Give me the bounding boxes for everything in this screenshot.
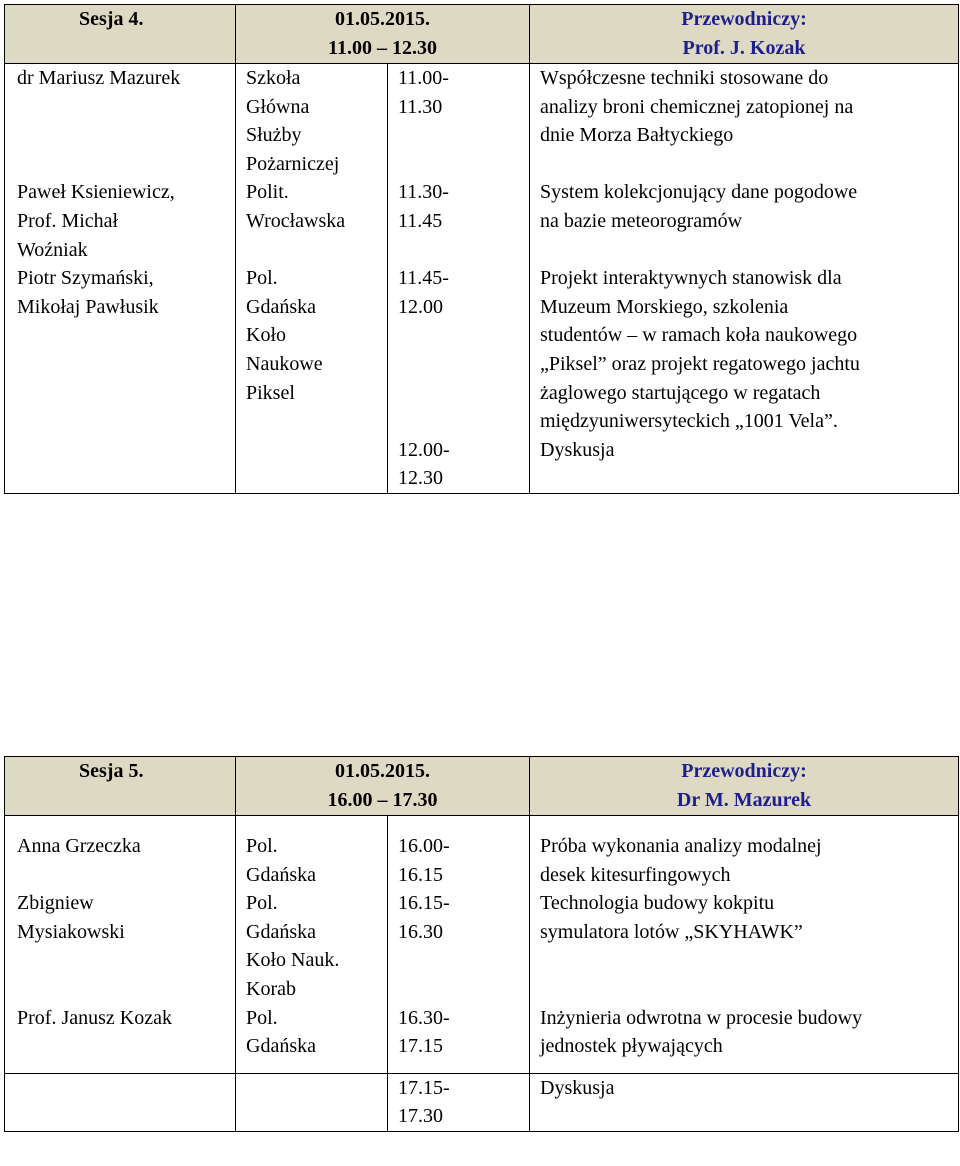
speaker-cell [5,178,236,264]
speaker-cell [5,889,236,1003]
speaker-line: dr Mariusz Mazurek [17,67,181,89]
session-5-datetime-cell [236,757,530,816]
org-line: Pol. [246,835,278,857]
topic-cell [530,178,959,264]
topic-line: desek kitesurfingowych [540,863,731,886]
session-5-chair-cell [530,757,959,816]
org-line: Korab [246,977,296,1000]
time-line: 11.45 [398,209,443,232]
time-cell [388,436,530,494]
topic-cell [530,816,959,890]
chair-label: Przewodniczy: [681,760,807,782]
topic-line: Próba wykonania analizy modalnej [540,835,822,857]
time-line: 16.00- [398,835,450,857]
time-cell [388,264,530,436]
org-cell [236,1073,388,1131]
topic-cell [530,1073,959,1131]
topic-line: symulatora lotów „SKYHAWK” [540,920,803,943]
topic-line: Muzeum Morskiego, szkolenia [540,295,789,318]
org-line: Wrocławska [246,209,346,232]
org-line: Gdańska [246,295,316,318]
topic-line: Inżynieria odwrotna w procesie budowy [540,1006,863,1029]
org-line: Gdańska [246,863,316,886]
table-row [5,64,959,179]
topic-line: jednostek pływających [540,1035,723,1058]
topic-cell [530,264,959,436]
table-row [5,178,959,264]
org-cell [236,264,388,436]
org-line: Szkoła [246,67,301,89]
speaker-line: Zbigniew [17,892,94,915]
org-line: Główna [246,95,310,118]
org-line: Pożarniczej [246,152,340,175]
org-line: Gdańska [246,1035,316,1058]
session-4-header [5,5,959,64]
topic-line: Dyskusja [540,438,615,461]
topic-line: międzyuniwersyteckich „1001 Vela”. [540,410,838,433]
speaker-line: Prof. Janusz Kozak [17,1006,172,1029]
time-line: 12.00- [398,438,450,461]
topic-line: System kolekcjonujący dane pogodowe [540,181,858,204]
session-title: Sesja 4. [79,8,144,30]
speaker-cell [5,816,236,890]
speaker-cell [5,1073,236,1131]
session-5-header [5,757,959,816]
org-line: Pol. [246,267,278,290]
table-row [5,436,959,494]
org-line: Piksel [246,381,295,404]
topic-cell [530,436,959,494]
time-line: 17.15- [398,1076,450,1099]
topic-line: dnie Morza Bałtyckiego [540,124,734,147]
table-row [5,1004,959,1074]
time-cell [388,64,530,179]
time-cell [388,889,530,1003]
table-row [5,816,959,890]
org-line: Koło Nauk. [246,949,340,972]
table-row [5,889,959,1003]
time-line: 16.15 [398,863,443,886]
speaker-line: Paweł Ksieniewicz, [17,181,175,204]
org-line: Pol. [246,892,278,915]
time-line: 17.30 [398,1105,443,1128]
chair-name: Dr M. Mazurek [676,789,812,811]
topic-cell [530,1004,959,1074]
speaker-cell [5,264,236,436]
org-cell [236,64,388,179]
org-line: Gdańska [246,920,316,943]
org-cell [236,436,388,494]
time-line: 16.15- [398,892,450,915]
org-line: Koło [246,324,286,347]
time-line: 11.30- [398,181,449,204]
chair-name: Prof. J. Kozak [682,37,806,59]
table-row [5,264,959,436]
topic-line: na bazie meteorogramów [540,209,743,232]
speaker-line: Mysiakowski [17,920,125,943]
session-5-table [4,756,959,1132]
session-date: 01.05.2015. [335,760,430,782]
speaker-line: Anna Grzeczka [17,835,141,857]
speaker-line: Piotr Szymański, [17,267,154,290]
topic-line: studentów – w ramach koła naukowego [540,324,858,347]
session-time: 11.00 – 12.30 [328,37,437,59]
table-row [5,1073,959,1131]
org-line: Pol. [246,1006,278,1029]
speaker-line: Prof. Michał [17,209,119,232]
topic-line: żaglowego startującego w regatach [540,381,821,404]
time-line: 12.30 [398,467,443,490]
session-4-title-cell [5,5,236,64]
session-5-title-cell [5,757,236,816]
org-line: Służby [246,124,302,147]
org-line: Polit. [246,181,289,204]
speaker-line: Woźniak [17,238,88,261]
topic-line: analizy broni chemicznej zatopionej na [540,95,854,118]
topic-line: Technologia budowy kokpitu [540,892,775,915]
session-4-table [4,4,959,494]
session-date: 01.05.2015. [335,8,430,30]
speaker-cell [5,1004,236,1074]
speaker-line: Mikołaj Pawłusik [17,295,159,318]
speaker-cell [5,64,236,179]
time-line: 11.45- [398,267,449,290]
time-cell [388,1004,530,1074]
chair-label: Przewodniczy: [681,8,807,30]
time-line: 17.15 [398,1035,443,1058]
speaker-cell [5,436,236,494]
topic-line: Projekt interaktywnych stanowisk dla [540,267,842,290]
time-line: 11.00- [398,67,449,89]
time-line: 16.30- [398,1006,450,1029]
org-line: Naukowe [246,352,323,375]
time-cell [388,1073,530,1131]
session-title: Sesja 5. [79,760,144,782]
topic-line: Współczesne techniki stosowane do [540,67,829,89]
time-line: 16.30 [398,920,443,943]
session-4-datetime-cell [236,5,530,64]
session-time: 16.00 – 17.30 [327,789,438,811]
topic-line: „Piksel” oraz projekt regatowego jachtu [540,352,860,375]
org-cell [236,889,388,1003]
org-cell [236,178,388,264]
topic-cell [530,889,959,1003]
time-line: 11.30 [398,95,443,118]
session-4-chair-cell [530,5,959,64]
org-cell [236,1004,388,1074]
time-cell [388,178,530,264]
topic-line: Dyskusja [540,1076,615,1099]
time-line: 12.00 [398,295,443,318]
org-cell [236,816,388,890]
topic-cell [530,64,959,179]
time-cell [388,816,530,890]
